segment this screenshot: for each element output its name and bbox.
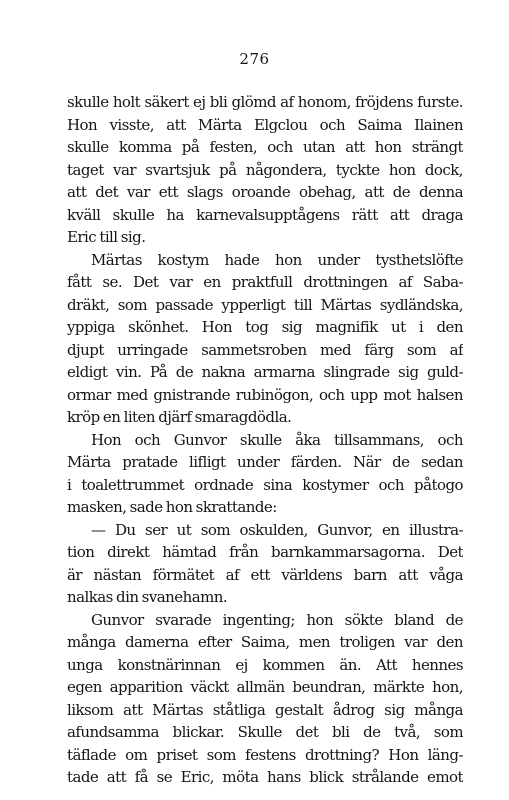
page-number: 276 (239, 50, 270, 68)
text-line: Hon och Gunvor skulle åka tillsammans, och (91, 430, 463, 449)
text-line: nalkas din svanehamn. (67, 588, 228, 606)
text-line: egen apparition väckt allmän beundran, märkte hon, (67, 678, 463, 696)
text-line: tion direkt hämtad från barnkammarsagorna. Det (67, 543, 463, 561)
text-line: Gunvor svarade ingenting; hon sökte bland de (91, 610, 463, 629)
text-line: är nästan förmätet af ett världens barn att våga (67, 565, 463, 584)
text-line: Eric till sig. (67, 228, 146, 246)
text-line: skulle holt säkert ej bli glömd af honom, fröjdens furste. (67, 93, 463, 111)
text-line: dräkt, som passade ypperligt till Märtas sydländska, (67, 295, 463, 314)
text-line: Märtas kostym hade hon under tysthetslöfte (91, 250, 463, 269)
text-line: Märta pratade lifligt under färden. När de sedan (67, 453, 463, 471)
text-line: — Du ser ut som oskulden, Gunvor, en illustra- (91, 520, 463, 539)
text-line: masken, sade hon skrattande: (67, 498, 277, 516)
text-line: unga konstnärinnan ej kommen än. Att hennes (67, 655, 463, 674)
text-line: afundsamma blickar. Skulle det bli de två, som (67, 723, 463, 741)
text-line: kväll skulle ha karnevalsupptågens rätt att draga (67, 205, 463, 224)
text-line: fått se. Det var en praktfull drottningen af Saba- (67, 273, 463, 291)
text-line: i toalettrummet ordnade sina kostymer och påtogo (67, 475, 463, 494)
text-line: Hon visste, att Märta Elgclou och Saima Ilainen (67, 115, 463, 134)
text-line: ormar med gnistrande rubinögon, och upp mot halsen (67, 385, 463, 404)
text-line: täflade om priset som festens drottning? Hon läng- (67, 745, 463, 764)
text-line: tade att få se Eric, möta hans blick strålande emot (67, 768, 463, 786)
text-line: att det var ett slags oroande obehag, att de denna (67, 183, 463, 201)
body-text (67, 91, 463, 789)
text-line: många damerna efter Saima, men troligen var den (67, 633, 463, 651)
text-line: skulle komma på festen, och utan att hon strängt (67, 138, 463, 156)
text-line: taget var svartsjuk på någondera, tyckte hon dock, (67, 160, 463, 179)
text-line: djupt urringade sammetsroben med färg som af (67, 340, 463, 359)
text-line: eldigt vin. På de nakna armarna slingrade sig guld- (67, 363, 463, 381)
text-line: liksom att Märtas ståtliga gestalt ådrog sig många (67, 700, 463, 719)
text-line: yppiga skönhet. Hon tog sig magnifik ut i den (67, 318, 463, 336)
text-line: kröp en liten djärf smaragdödla. (67, 408, 292, 426)
